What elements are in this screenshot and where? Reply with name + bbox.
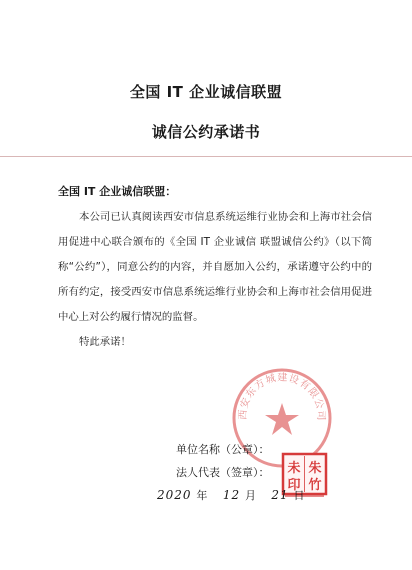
letter-body xyxy=(58,205,372,355)
svg-text:竹: 竹 xyxy=(308,478,322,493)
date-day-unit: 日 xyxy=(293,489,306,502)
signing-date xyxy=(157,487,306,503)
date-month: 12 xyxy=(222,488,241,502)
letter-closing: 特此承诺！ xyxy=(79,336,131,348)
date-year: 2020 xyxy=(157,488,192,502)
date-month-unit: 月 xyxy=(244,489,257,502)
svg-text:朱: 朱 xyxy=(308,461,322,476)
legal-rep-label: 法人代表（签章）： xyxy=(176,466,270,479)
date-day: 21 xyxy=(271,488,289,502)
svg-text:西安东方城建设有限公司: 西安东方城建设有限公司 xyxy=(237,372,327,422)
page-subtitle: 诚信公约承诺书 xyxy=(151,123,261,141)
page-title: 全国 IT 企业诚信联盟 xyxy=(129,83,283,101)
letter-salutation: 全国 IT 企业诚信联盟： xyxy=(58,185,177,198)
date-year-unit: 年 xyxy=(196,489,209,502)
letter-paragraph: 本公司已认真阅读西安市信息系统运维行业协会和上海市社会信用促进中心联合颁布的《全国 IT 企业诚信 联盟诚信公约》（以下简称“公约”），同意公约的内容，并自愿加入公约，承诺遵守公约中的所有约定，接受西安市信息系统运维行业协会和上海市社会信用促进中心上对公约履行情况的监督。 xyxy=(58,211,372,323)
svg-text:印: 印 xyxy=(287,478,301,493)
title-divider xyxy=(0,156,412,157)
company-name-label: 单位名称（公章）： xyxy=(176,443,270,456)
svg-text:未: 未 xyxy=(287,461,301,476)
